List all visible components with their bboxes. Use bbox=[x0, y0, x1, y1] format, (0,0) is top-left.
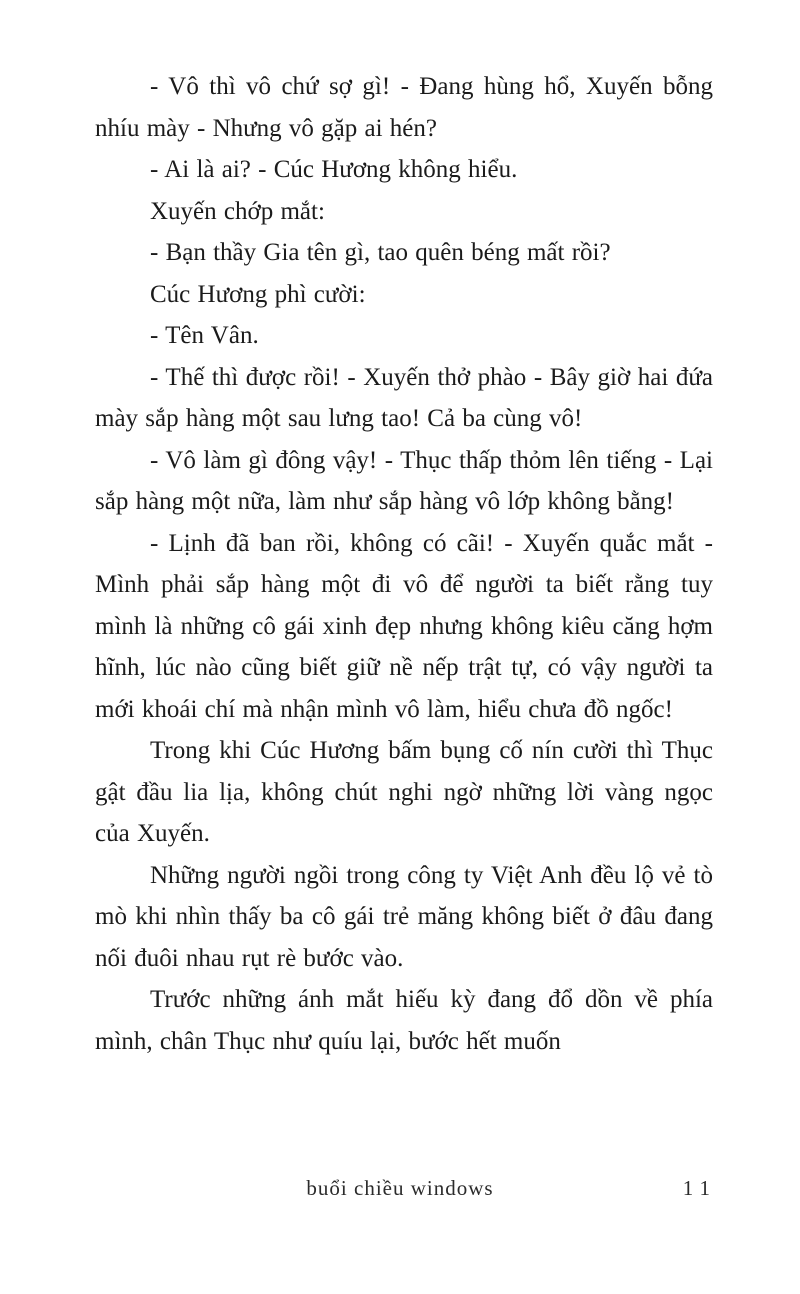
paragraph: Xuyến chớp mắt: bbox=[150, 197, 325, 225]
paragraph: - Ai là ai? - Cúc Hương không hiểu. bbox=[150, 156, 518, 183]
page-text bbox=[95, 66, 713, 1062]
paragraph: Cúc Hương phì cười: bbox=[150, 280, 366, 308]
paragraph: - Bạn thầy Gia tên gì, tao quên béng mất rồi? bbox=[150, 239, 611, 266]
paragraph: Những người ngồi trong công ty Việt Anh đều lộ vẻ tò mò khi nhìn thấy ba cô gái trẻ măng không biết ở đâu đang nối đuôi nhau rụt rè bước vào. bbox=[95, 861, 713, 972]
paragraph: Trước những ánh mắt hiếu kỳ đang đổ dồn về phía mình, chân Thục như quíu lại, bước hết muốn bbox=[95, 986, 713, 1055]
page-number: 11 bbox=[682, 1176, 717, 1200]
page-footer bbox=[0, 1176, 800, 1208]
paragraph: - Vô thì vô chứ sợ gì! - Đang hùng hổ, Xuyến bỗng nhíu mày - Nhưng vô gặp ai hén? bbox=[95, 73, 713, 142]
paragraph: Trong khi Cúc Hương bấm bụng cố nín cười thì Thục gật đầu lia lịa, không chút nghi ngờ những lời vàng ngọc của Xuyến. bbox=[95, 737, 713, 847]
running-title: buổi chiều windows bbox=[306, 1176, 494, 1200]
paragraph: - Tên Vân. bbox=[150, 322, 259, 349]
paragraph: - Vô làm gì đông vậy! - Thục thấp thỏm lên tiếng - Lại sắp hàng một nữa, làm như sắp hàng vô lớp không bằng! bbox=[95, 446, 713, 515]
paragraph: - Thế thì được rồi! - Xuyến thở phào - Bây giờ hai đứa mày sắp hàng một sau lưng tao! Cả ba cùng vô! bbox=[95, 363, 713, 432]
paragraph: - Lịnh đã ban rồi, không có cãi! - Xuyến quắc mắt - Mình phải sắp hàng một đi vô để người ta biết rằng tuy mình là những cô gái xinh đẹp nhưng không kiêu căng hợm hĩnh, lúc nào cũng biết giữ nề nếp trật tự, có vậy người ta mới khoái chí mà nhận mình vô làm, hiểu chưa đồ ngốc! bbox=[95, 529, 713, 723]
